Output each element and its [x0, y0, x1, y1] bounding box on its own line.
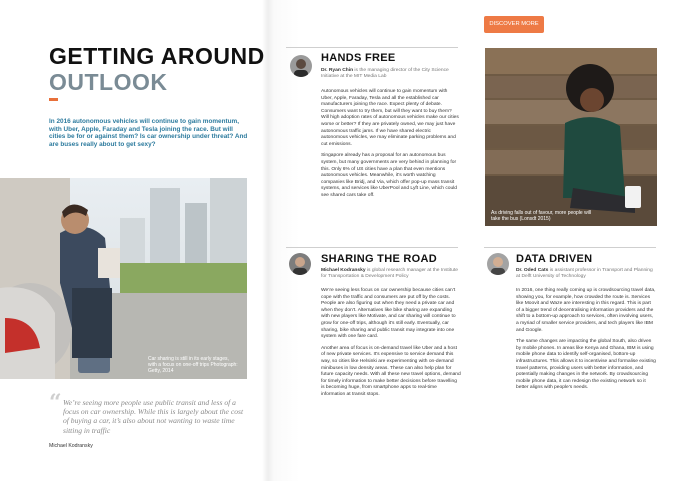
michael-kodransky-avatar [289, 253, 311, 275]
byline-name: Dr. Ryan Chin [321, 68, 354, 73]
paragraph: In 2016, one thing really coming up is crowdsourcing travel data, showing you, for example, how crowded the route is. Services like Moovit and Waze are interesting in this regard. This is part of a bigger trend of decentralising information providers and the shift to a bottom-up approach to services, often involving users, a myriad of smaller service providers, and tech players like IBM and Google. [516, 288, 656, 333]
divider [286, 247, 458, 248]
bench-photo-illustration [485, 48, 657, 226]
intro-text: In 2016 autonomous vehicles will continue to gain momentum, with Uber, Apple, Faraday and Tesla joining the race. But will cities be for or against them? Is car ownership under threat? And are buses really about to get sexy? [49, 118, 248, 148]
byline-role: is the managing director of the City Science Initiative at the MIT Media Lab [321, 68, 449, 79]
woman-on-bench-photo [485, 48, 657, 226]
data-driven-byline [516, 268, 656, 280]
quote-author: Michael Kodransky [49, 443, 93, 449]
paragraph: Singapore already has a proposal for an autonomous bus system, but many governments are very behind in planning for this. Only 6% of US cities have a plan that even mentions autonomous vehicles. Meanwhile, it’s worth watching companies like Bridj, and Via, which offer pop-up mass transit systems, and services like UberPool and Lyft Line, which could see shared cars take off. [321, 153, 458, 198]
left-photo-caption: Car sharing is still in its early stages, with a focus on one-off trips Photograph: Getty, 2014 [148, 356, 238, 374]
street-photo-illustration [0, 178, 247, 379]
divider [286, 47, 458, 48]
headline-line1: GETTING AROUND [49, 43, 265, 69]
sharing-the-road-title: SHARING THE ROAD [321, 253, 438, 265]
divider [484, 247, 656, 248]
paragraph: We’re seeing less focus on car ownership because cities can’t cope with the traffic and consumers are put off by the costs. People are also figuring out when they need a private car and when they don’t. Alternatives like bike sharing are expanding with new players like Motivate, and car sharing will continue to grow for one-off trips, although it’s still early. Eventually, car sharing, bike sharing and public transit may integrate into one system with one fare card. [321, 288, 456, 340]
ryan-chin-avatar [290, 55, 312, 77]
byline-role: is global research manager at the Institute for Transportation & Development Policy [321, 268, 459, 279]
man-with-suitcase-photo [0, 178, 247, 379]
byline-name: Dr. Oded Cats [516, 268, 549, 273]
paragraph: Autonomous vehicles will continue to gain momentum with Uber, Apple, Faraday, Tesla and all the established car manufacturers joining the race. Expect plenty of debate. Consumers want to try them, but will they want to buy them? Will high adoption rates of autonomous vehicles make our cities worse or better? If they are privately owned, we may just have autonomous traffic jams. If we have shared electric autonomous vehicles, we may eliminate parking problems and cut emissions. [321, 89, 459, 147]
hands-free-title: HANDS FREE [321, 52, 396, 64]
byline-name: Michael Kodransky [321, 268, 366, 273]
quote-mark-icon: “ [49, 390, 62, 416]
paragraph: The same changes are impacting the global South, also driven by mobile phones. In areas like Kenya and Ghana, IBM is using mobile phone data to identify self-organised, bottom-up infrastructures. This allows it to incentivise and formalise existing travel patterns, providing users with better information, and potentially making changes in the network. By crowdsourcing mobile phone data, it can redesign the existing network so it better aligns with people’s needs. [516, 339, 656, 391]
oded-cats-avatar [487, 253, 509, 275]
sharing-byline [321, 268, 461, 280]
accent-rule [49, 98, 58, 101]
paragraph: Another area of focus is on-demand travel like Uber and a host of new private services. It’s expensive to service demand this way, so cities like Helsinki are experimenting with on-demand minibuses in low density areas. These can also help plan for future capacity needs. With all these new travel options, demand for timely information to make better decisions before travelling is becoming huge, from smartphone apps to real-time information at transit stops. [321, 345, 461, 397]
headline-line2: OUTLOOK [49, 69, 168, 95]
hands-free-byline [321, 68, 459, 80]
discover-more-button[interactable]: DISCOVER MORE [484, 16, 544, 33]
hands-free-body [321, 89, 459, 205]
pull-quote: We’re seeing more people use public transit and less of a focus on car ownership. While this is largely about the cost of buying a car, it’s also about not wanting to waste time sitting in traffic [63, 398, 244, 435]
data-driven-title: DATA DRIVEN [516, 253, 593, 265]
sharing-body [321, 288, 461, 404]
byline-role: is assistant professor in Transport and Planning at Delft University of Technology [516, 268, 653, 279]
right-photo-caption: As driving falls out of favour, more people will take the bus (Lonsdt 2015) [491, 210, 592, 222]
data-driven-body [516, 288, 656, 397]
